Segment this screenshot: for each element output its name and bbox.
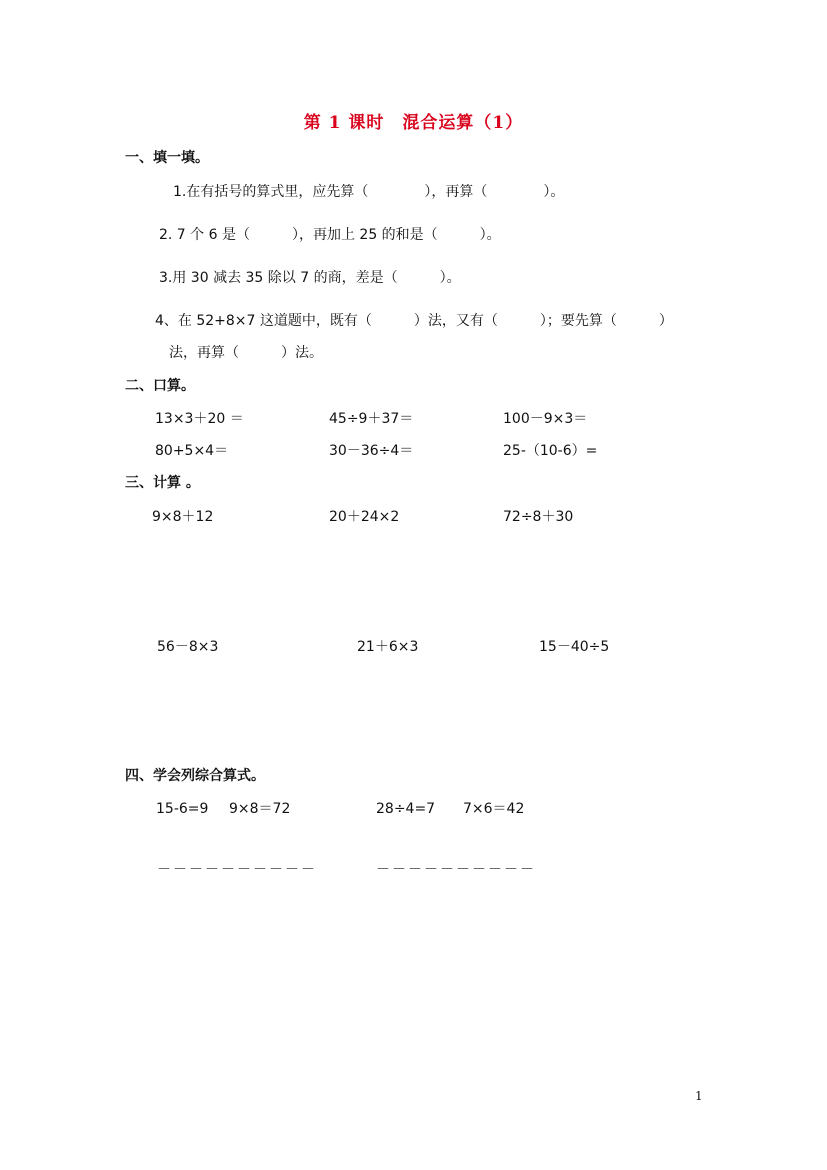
- section-2-heading: 二、口算。: [125, 378, 195, 394]
- question-4-line-1: 4、在 52+8×7 这道题中，既有（ ）法，又有（ ）；要先算（ ）: [155, 313, 673, 329]
- oral-calc-item: 25-（10-6）=: [503, 443, 598, 459]
- oral-calc-item: 80+5×4＝: [155, 443, 229, 459]
- equation-item: 15-6=9: [156, 801, 209, 817]
- oral-calc-item: 100－9×3＝: [503, 411, 588, 427]
- question-2: 2. 7 个 6 是（ ），再加上 25 的和是（ ）。: [159, 227, 501, 243]
- oral-calc-item: 45÷9＋37＝: [329, 411, 414, 427]
- oral-calc-item: 13×3＋20 ＝: [155, 411, 244, 427]
- page-title: 第 1 课时 混合运算（1）: [303, 113, 524, 133]
- calc-item: 56－8×3: [157, 639, 219, 655]
- answer-blank-line: －－－－－－－－－－: [157, 862, 317, 878]
- section-1-heading: 一、填一填。: [125, 150, 209, 166]
- question-4-line-2: 法，再算（ ）法。: [169, 345, 323, 361]
- section-4-heading: 四、学会列综合算式。: [125, 768, 265, 784]
- calc-item: 20＋24×2: [329, 509, 400, 525]
- oral-calc-item: 30－36÷4＝: [329, 443, 414, 459]
- answer-blank-line: －－－－－－－－－－: [376, 862, 536, 878]
- calc-item: 15－40÷5: [539, 639, 610, 655]
- equation-item: 7×6＝42: [463, 801, 525, 817]
- question-3: 3.用 30 减去 35 除以 7 的商，差是（ ）。: [159, 270, 461, 286]
- page-number: 1: [695, 1089, 703, 1103]
- equation-item: 9×8＝72: [229, 801, 291, 817]
- calc-item: 72÷8＋30: [503, 509, 574, 525]
- equation-item: 28÷4=7: [376, 801, 436, 817]
- calc-item: 9×8＋12: [152, 509, 214, 525]
- calc-item: 21＋6×3: [357, 639, 419, 655]
- section-3-heading: 三、计算 。: [125, 475, 200, 491]
- question-1: 1.在有括号的算式里，应先算（ ），再算（ ）。: [173, 184, 565, 200]
